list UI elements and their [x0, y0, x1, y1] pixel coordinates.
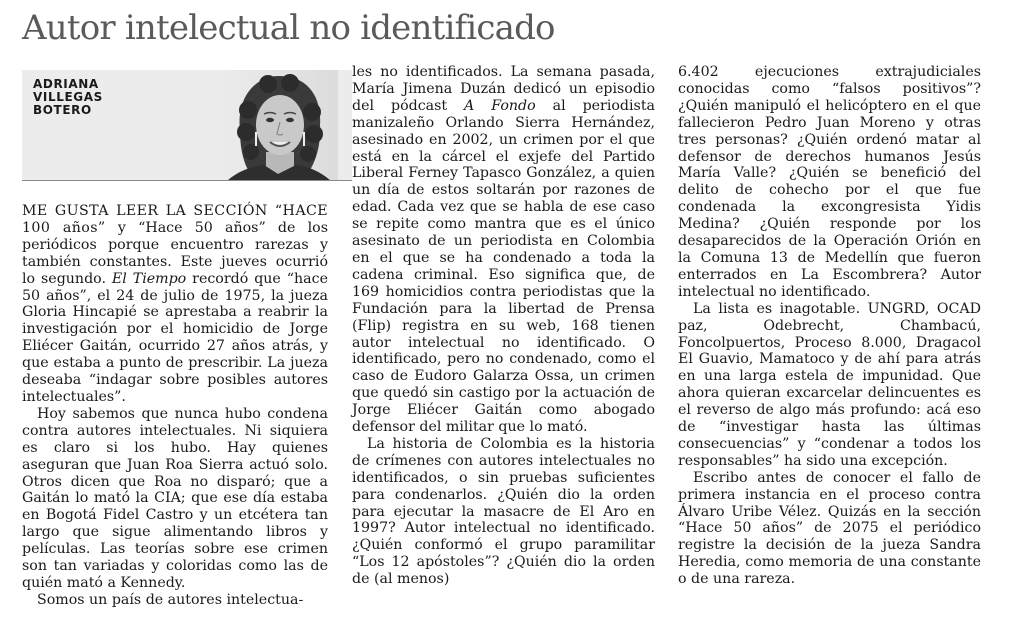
article-column-1	[22, 203, 328, 609]
lead-in: ME GUSTA LEER LA SECCIÓN “HACE 100 años”	[22, 203, 328, 236]
paragraph: Escribo antes de conocer el fallo de primera instancia en el proceso contra Álvaro Uribe Vélez. Quizás en la sección “Hace 50 años” de 2075 el periódico registre la decisión de la jueza Sandra Heredia, como memoria de una constante o de una rareza.	[678, 469, 981, 588]
author-name-line2: VILLEGAS	[33, 90, 103, 104]
publication-name: El Tiempo	[111, 270, 187, 287]
text-run: y “Hace 50 años” de los periódicos porque encuentro rarezas y también constantes. Este jueves ocurrió lo segundo.	[22, 219, 328, 287]
author-name-line3: BOTERO	[33, 103, 92, 117]
text-run: les no identificados. La semana pasada, María Jimena Duzán dedicó un episodio del pódcast	[352, 64, 655, 114]
text-run: recordó que “hace 50 años”, el 24 de julio de 1975, la jueza Gloria Hincapié se aprestaba a reabrir la investigación por el homicidio de Jorge Eliécer Gaitán, ocurrido 27 años atrás, y que estaba a punto de prescribir. La jueza deseaba “indagar sobre posibles autores intelectuales”.	[22, 270, 328, 405]
paragraph: La historia de Colombia es la historia de crímenes con autores intelectuales no identificados, o sin pruebas suficientes para condenarlos. ¿Quién dio la orden para ejecutar la masacre de El Aro en 1997? Autor intelectual no identificado. ¿Quién conformó el grupo paramilitar “Los 12 apóstoles”? ¿Quién dio la orden de (al menos)	[352, 435, 655, 588]
article-column-3	[678, 64, 981, 588]
article-column-2	[352, 64, 655, 588]
text-run: al periodista manizaleño Orlando Sierra Hernández, asesinado en 2002, un crimen por el que está en la cárcel el exjefe del Partido Liberal Ferney Tapasco González, a quien un día de estos soltarán por razones de edad. Cada vez que se habla de ese caso se repite como mantra que es el único asesinato de un periodista en Colombia en el que se ha condenado a toda la cadena criminal. Eso significa que, de 169 homicidios contra periodistas que la Fundación para la libertad de Prensa (Flip) registra en su web, 168 tienen autor intelectual no identificado. O identificado, pero no condenado, como el caso de Eudoro Galarza Ossa, un crimen que quedó sin castigo por la actuación de Jorge Eliécer Gaitán como abogado defensor del militar que lo mató.	[352, 97, 655, 436]
podcast-name: A Fondo	[464, 97, 536, 114]
author-box	[22, 70, 352, 181]
author-name	[33, 78, 143, 117]
author-name-line1: ADRIANA	[33, 77, 99, 91]
paragraph	[352, 64, 655, 436]
paragraph: Hoy sabemos que nunca hubo condena contra autores intelectuales. Ni siquiera es claro si los hubo. Hay quienes aseguran que Juan Roa Sierra actuó solo. Otros dicen que Roa no disparó; que a Gaitán lo mató la CIA; que ese día estaba en Bogotá Fidel Castro y un etcétera tan largo que sigue alimentando libros y películas. Las teorías sobre ese crimen son tan variadas y coloridas como las de quién mató a Kennedy.	[22, 405, 328, 591]
paragraph: La lista es inagotable. UNGRD, OCAD paz, Odebrecht, Chambacú, Foncolpuertos, Proceso 8.000, Dragacol El Guavio, Mamatoco y de ahí para atrás en una larga estela de impunidad. Que ahora quieran excarcelar delincuentes es el reverso de algo más profundo: acá eso de “investigar hasta las últimas consecuencias” y “condenar a todos los responsables” ha sido una excepción.	[678, 300, 981, 469]
paragraph	[22, 203, 328, 406]
article-headline: Autor intelectual no identificado	[22, 8, 555, 48]
paragraph: Somos un país de autores intelectua-	[37, 591, 304, 608]
author-portrait-icon	[218, 70, 338, 180]
paragraph: 6.402 ejecuciones extrajudiciales conocidas como “falsos positivos”? ¿Quién manipuló el helicóptero en el que fallecieron Pedro Juan Moreno y otras tres personas? ¿Quién ordenó matar al defensor de derechos humanos Jesús María Valle? ¿Quién se benefició del delito de cohecho por el que fue condenada la excongresista Yidis Medina? ¿Quién responde por los desaparecidos de la Operación Orión en la Comuna 13 de Medellín que fueron enterrados en La Escombrera? Autor intelectual no identificado.	[678, 64, 981, 300]
